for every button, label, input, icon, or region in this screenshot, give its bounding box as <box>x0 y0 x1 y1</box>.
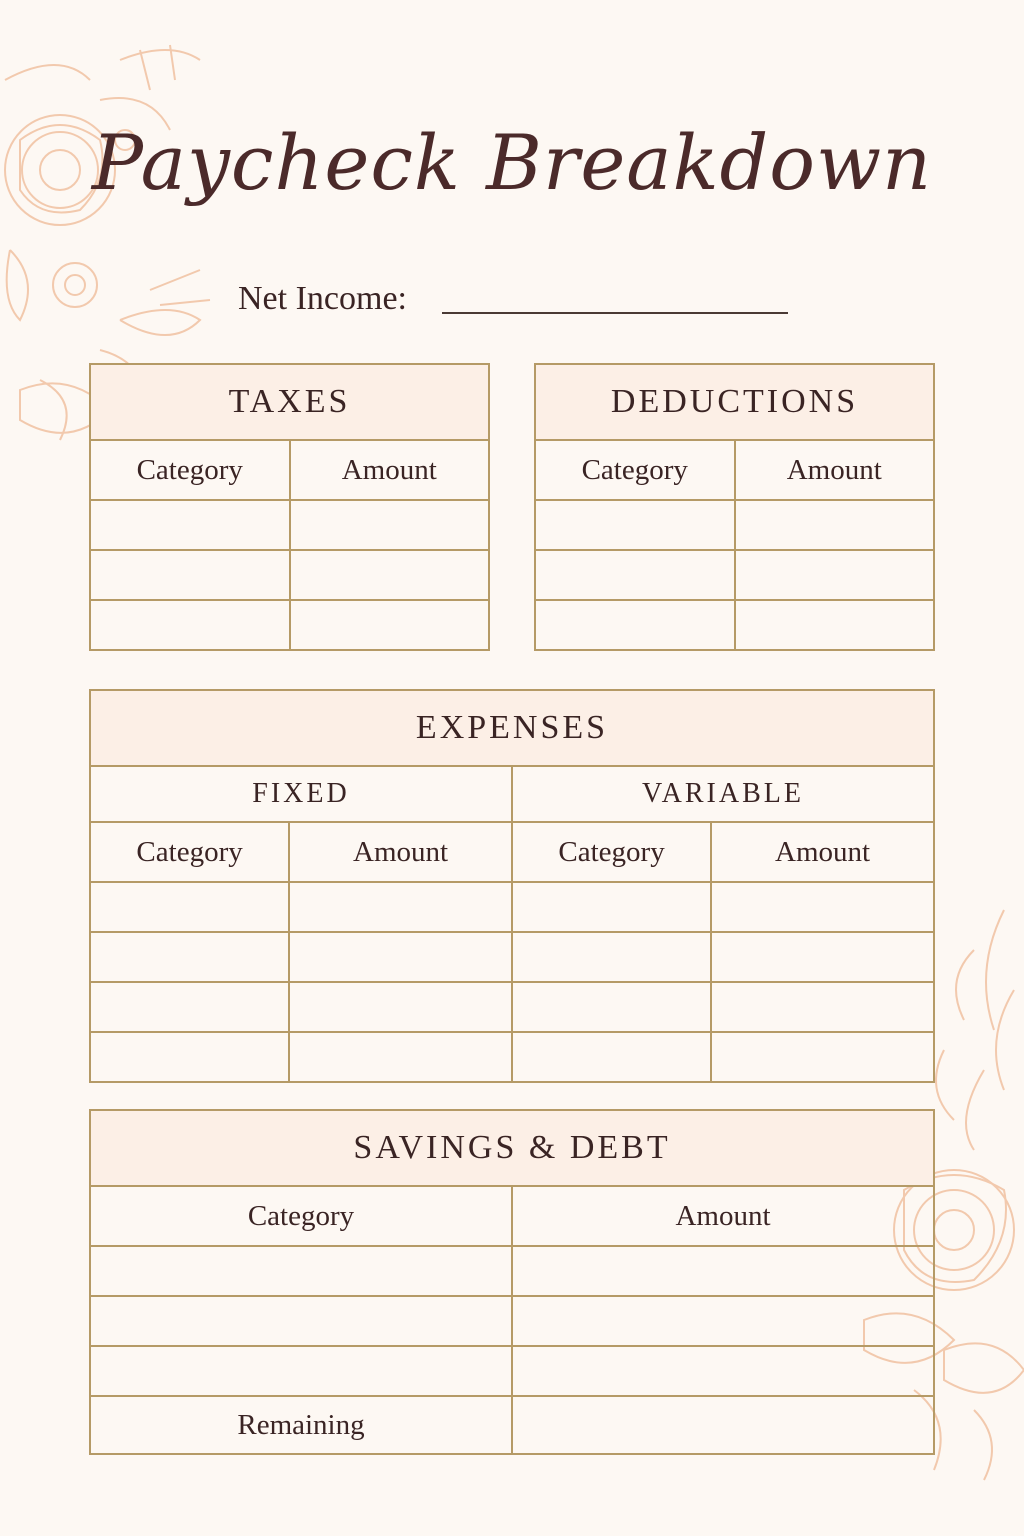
savings-category-cell[interactable] <box>90 1346 512 1396</box>
expenses-variable-heading: VARIABLE <box>512 766 934 822</box>
deductions-amount-cell[interactable] <box>735 600 935 650</box>
deductions-category-cell[interactable] <box>535 600 735 650</box>
variable-category-cell[interactable] <box>512 1032 711 1082</box>
savings-category-cell[interactable] <box>90 1246 512 1296</box>
variable-amount-cell[interactable] <box>711 1032 934 1082</box>
page-title: Paycheck Breakdown <box>91 118 933 207</box>
fixed-category-header: Category <box>90 822 289 882</box>
savings-debt-table <box>89 1109 935 1455</box>
fixed-amount-cell[interactable] <box>289 932 512 982</box>
fixed-category-cell[interactable] <box>90 932 289 982</box>
savings-debt-heading: SAVINGS & DEBT <box>90 1110 934 1186</box>
fixed-amount-cell[interactable] <box>289 982 512 1032</box>
taxes-category-cell[interactable] <box>90 500 290 550</box>
variable-category-cell[interactable] <box>512 982 711 1032</box>
fixed-amount-cell[interactable] <box>289 882 512 932</box>
deductions-amount-cell[interactable] <box>735 550 935 600</box>
variable-category-cell[interactable] <box>512 932 711 982</box>
savings-amount-cell[interactable] <box>512 1296 934 1346</box>
variable-amount-cell[interactable] <box>711 982 934 1032</box>
savings-category-cell[interactable] <box>90 1296 512 1346</box>
taxes-category-header: Category <box>90 440 290 500</box>
fixed-amount-header: Amount <box>289 822 512 882</box>
variable-amount-cell[interactable] <box>711 882 934 932</box>
savings-amount-header: Amount <box>512 1186 934 1246</box>
net-income-field[interactable] <box>442 312 788 314</box>
taxes-amount-cell[interactable] <box>290 550 490 600</box>
fixed-category-cell[interactable] <box>90 1032 289 1082</box>
variable-category-cell[interactable] <box>512 882 711 932</box>
remaining-amount-cell[interactable] <box>512 1396 934 1454</box>
expenses-fixed-heading: FIXED <box>90 766 512 822</box>
taxes-category-cell[interactable] <box>90 550 290 600</box>
taxes-heading: TAXES <box>90 364 489 440</box>
remaining-label: Remaining <box>90 1396 512 1454</box>
fixed-category-cell[interactable] <box>90 982 289 1032</box>
deductions-category-cell[interactable] <box>535 500 735 550</box>
deductions-table <box>534 363 935 651</box>
savings-amount-cell[interactable] <box>512 1346 934 1396</box>
fixed-amount-cell[interactable] <box>289 1032 512 1082</box>
taxes-category-cell[interactable] <box>90 600 290 650</box>
deductions-amount-header: Amount <box>735 440 935 500</box>
net-income-label: Net Income: <box>238 280 407 317</box>
fixed-category-cell[interactable] <box>90 882 289 932</box>
variable-amount-header: Amount <box>711 822 934 882</box>
deductions-category-header: Category <box>535 440 735 500</box>
taxes-amount-cell[interactable] <box>290 500 490 550</box>
taxes-amount-cell[interactable] <box>290 600 490 650</box>
savings-amount-cell[interactable] <box>512 1246 934 1296</box>
deductions-amount-cell[interactable] <box>735 500 935 550</box>
expenses-table <box>89 689 935 1083</box>
variable-category-header: Category <box>512 822 711 882</box>
expenses-heading: EXPENSES <box>90 690 934 766</box>
savings-category-header: Category <box>90 1186 512 1246</box>
variable-amount-cell[interactable] <box>711 932 934 982</box>
deductions-category-cell[interactable] <box>535 550 735 600</box>
taxes-amount-header: Amount <box>290 440 490 500</box>
deductions-heading: DEDUCTIONS <box>535 364 934 440</box>
taxes-table <box>89 363 490 651</box>
